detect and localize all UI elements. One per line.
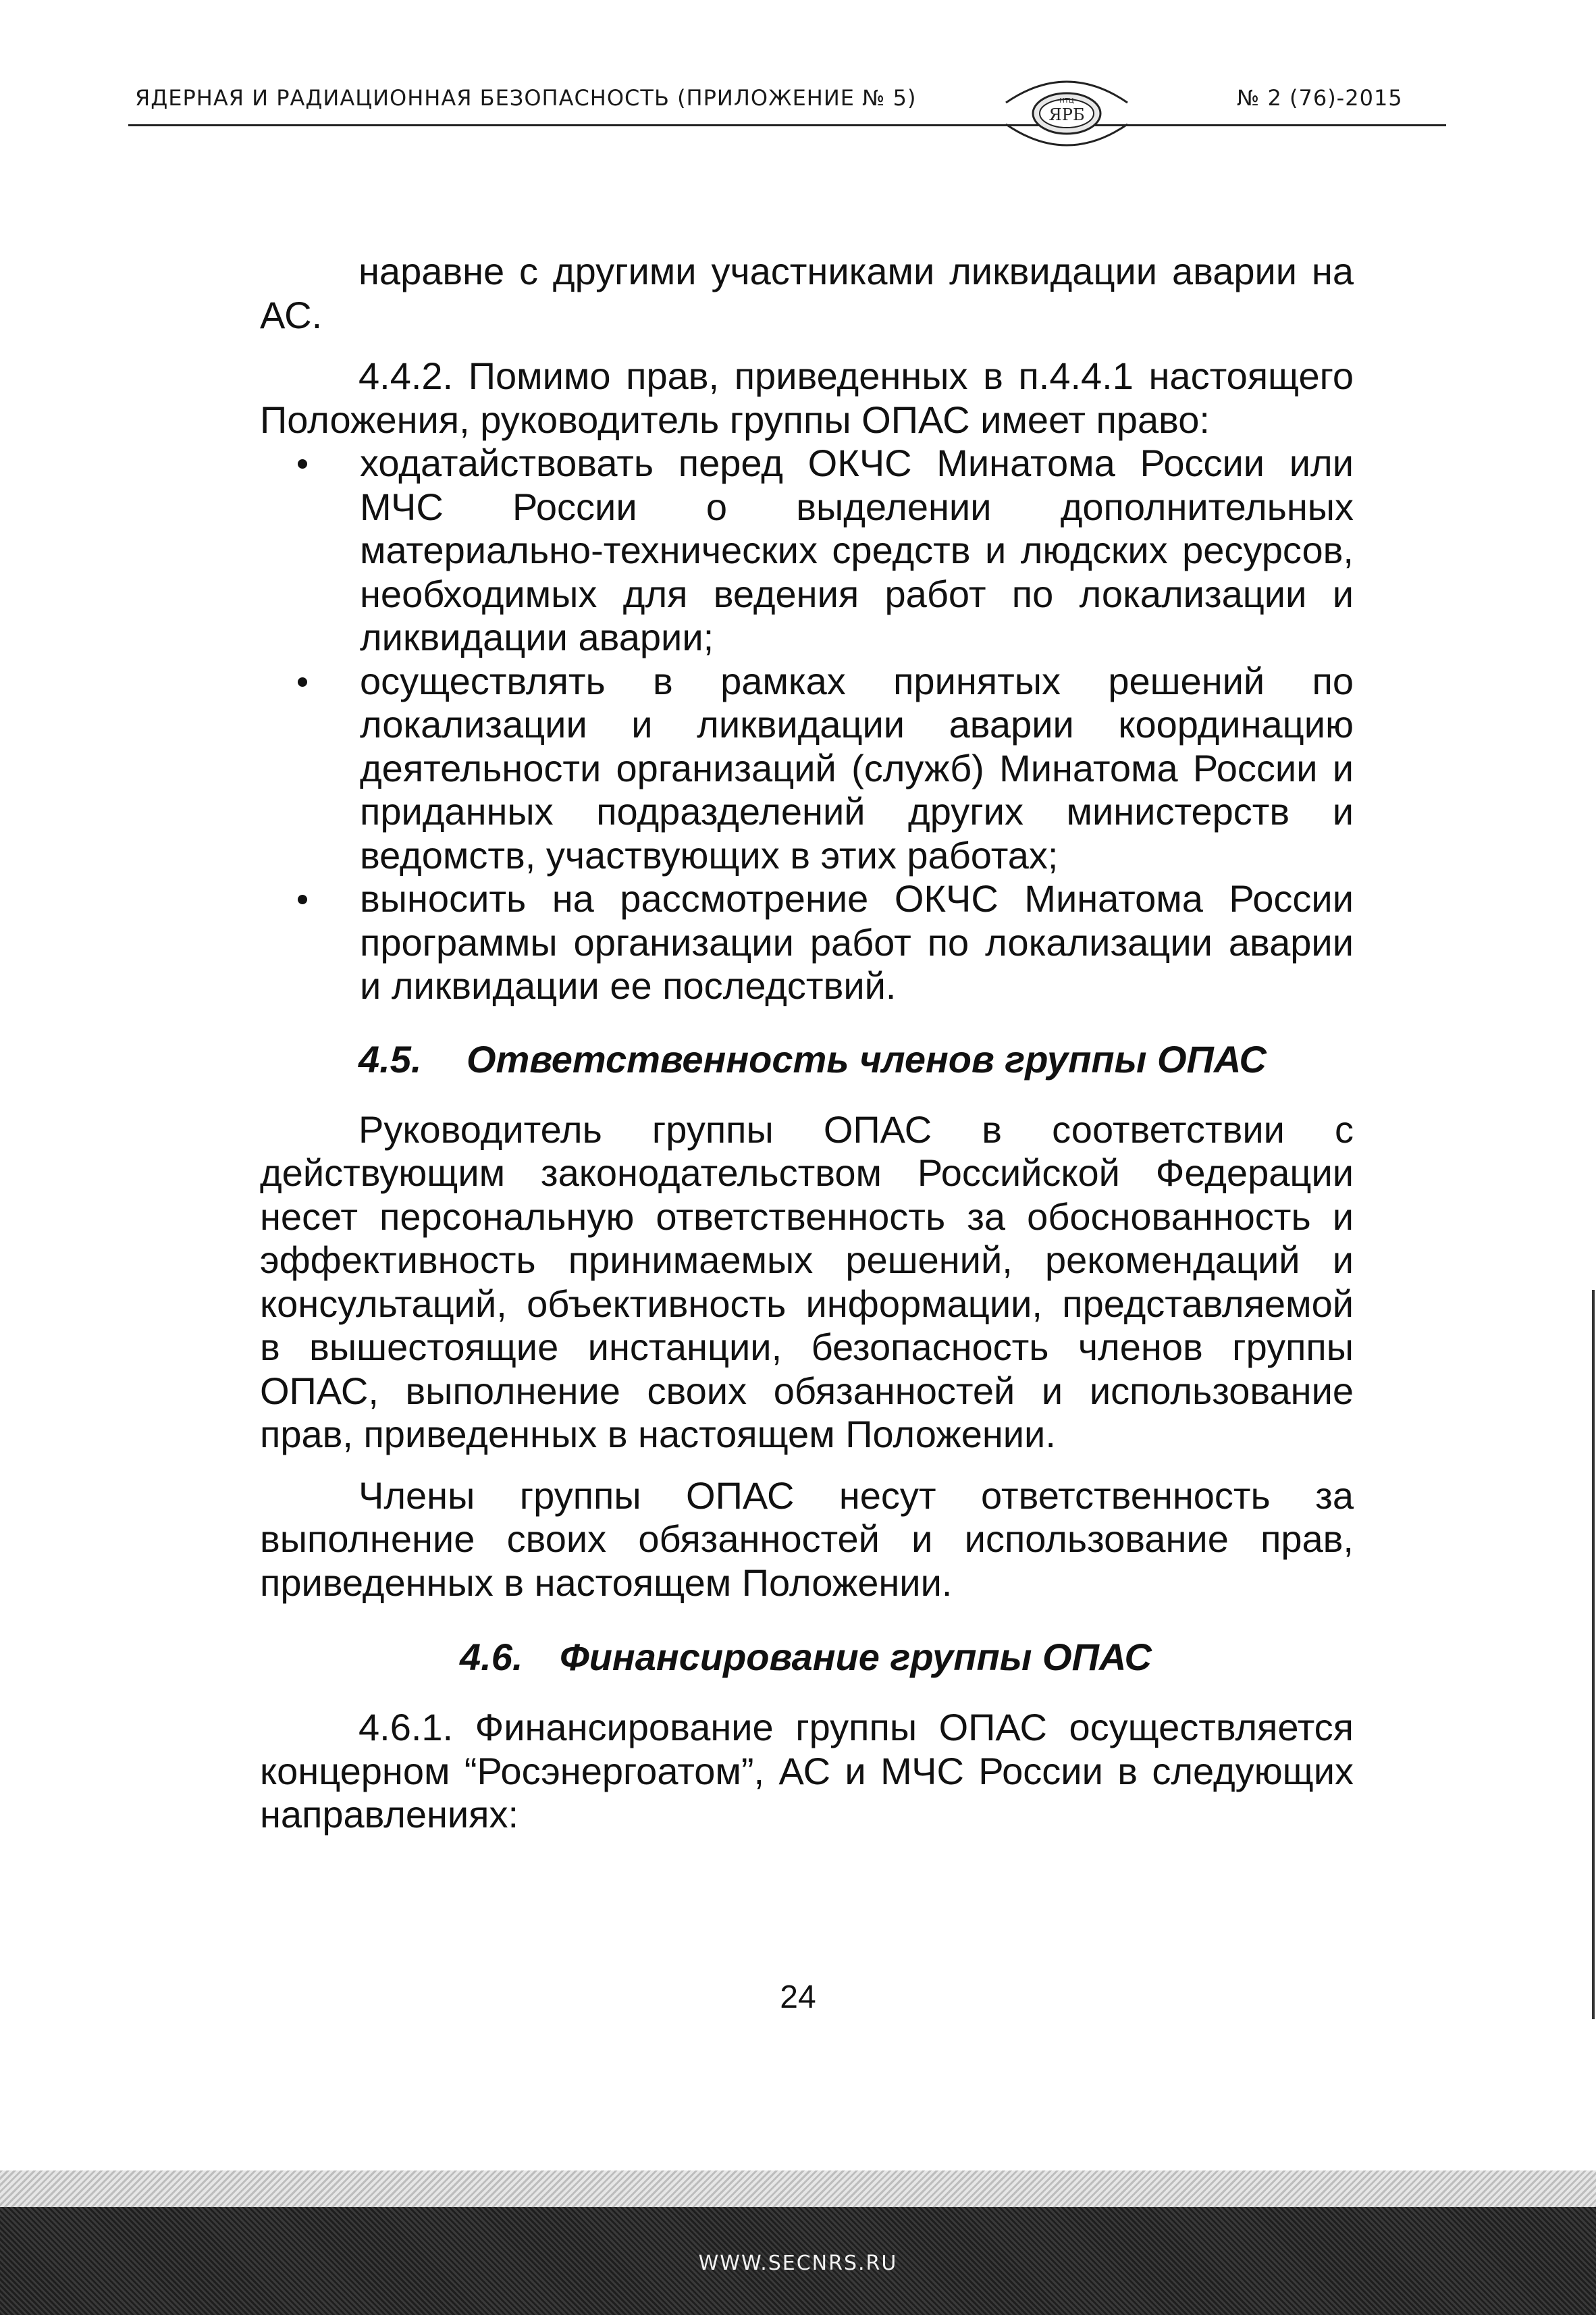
bullet-item [260,442,1354,660]
journal-logo-icon [999,68,1134,155]
scan-edge-mark [1592,1290,1595,2019]
paragraph-continuation: наравне с другими участниками ликвидации аварии на АС. [260,250,1354,336]
bullet-item [260,660,1354,878]
section-heading-4-6 [260,1636,1354,1679]
bullet-text: выносить на рассмотрение ОКЧС Минатома России программы организации работ по локализации аварии и ликвидации ее последствий. [360,877,1354,1007]
bullet-text: ходатайствовать перед ОКЧС Минатома России или МЧС России о выделении дополнительных материально-технических средств и людских ресурсов, необходимых для ведения работ по локализации и ликвидации аварии; [360,442,1354,658]
logo-small-text: НТЦ [1059,97,1074,105]
paragraph-4-5-1: Руководитель группы ОПАС в соответствии с действующим законодательством Российской Федерации несет персональную ответственность за обоснованность и эффективность принимаемых решений, рекомендаций и консультаций, объективность информации, представляемой в вышестоящие инстанции, безопасность членов группы ОПАС, выполнение своих обязанностей и использование прав, приведенных в настоящем Положении. [260,1108,1354,1455]
footer-url: WWW.SECNRS.RU [698,2252,898,2275]
paragraph-4-5-2: Члены группы ОПАС несут ответственность за выполнение своих обязанностей и использование прав, приведенных в настоящем Положении. [260,1474,1354,1604]
paragraph-4-4-2: 4.4.2. Помимо прав, приведенных в п.4.4.1 настоящего Положения, руководитель группы ОПАС имеет право: [260,355,1354,441]
section-heading-4-5 [260,1038,1354,1081]
header-rule [128,124,1446,126]
paragraph-4-6-1: 4.6.1. Финансирование группы ОПАС осуществляется концерном “Росэнергоатом”, АС и МЧС России в следующих направлениях: [260,1706,1354,1836]
bullet-text: осуществлять в рамках принятых решений по локализации и ликвидации аварии координацию деятельности организаций (служб) Минатома России и приданных подразделений других министерств и ведомств, участвующих в этих работах; [360,659,1354,877]
logo-text: ЯРБ [1048,105,1085,124]
footer-stripe [0,2170,1596,2207]
bullet-icon [298,459,307,469]
journal-title: ЯДЕРНАЯ И РАДИАЦИОННАЯ БЕЗОПАСНОСТЬ (ПРИЛОЖЕНИЕ № 5) [135,85,917,111]
issue-number: № 2 (76)-2015 [1237,85,1403,111]
bullet-icon [298,895,307,904]
page-number: 24 [780,1979,816,2015]
document-body [260,250,1354,1837]
bullet-item [260,877,1354,1008]
bullet-icon [298,677,307,687]
section-number: 4.5. [358,1037,422,1081]
section-title: Ответственность членов группы ОПАС [467,1037,1267,1081]
section-title: Финансирование группы ОПАС [560,1636,1152,1678]
section-number: 4.6. [460,1636,523,1678]
